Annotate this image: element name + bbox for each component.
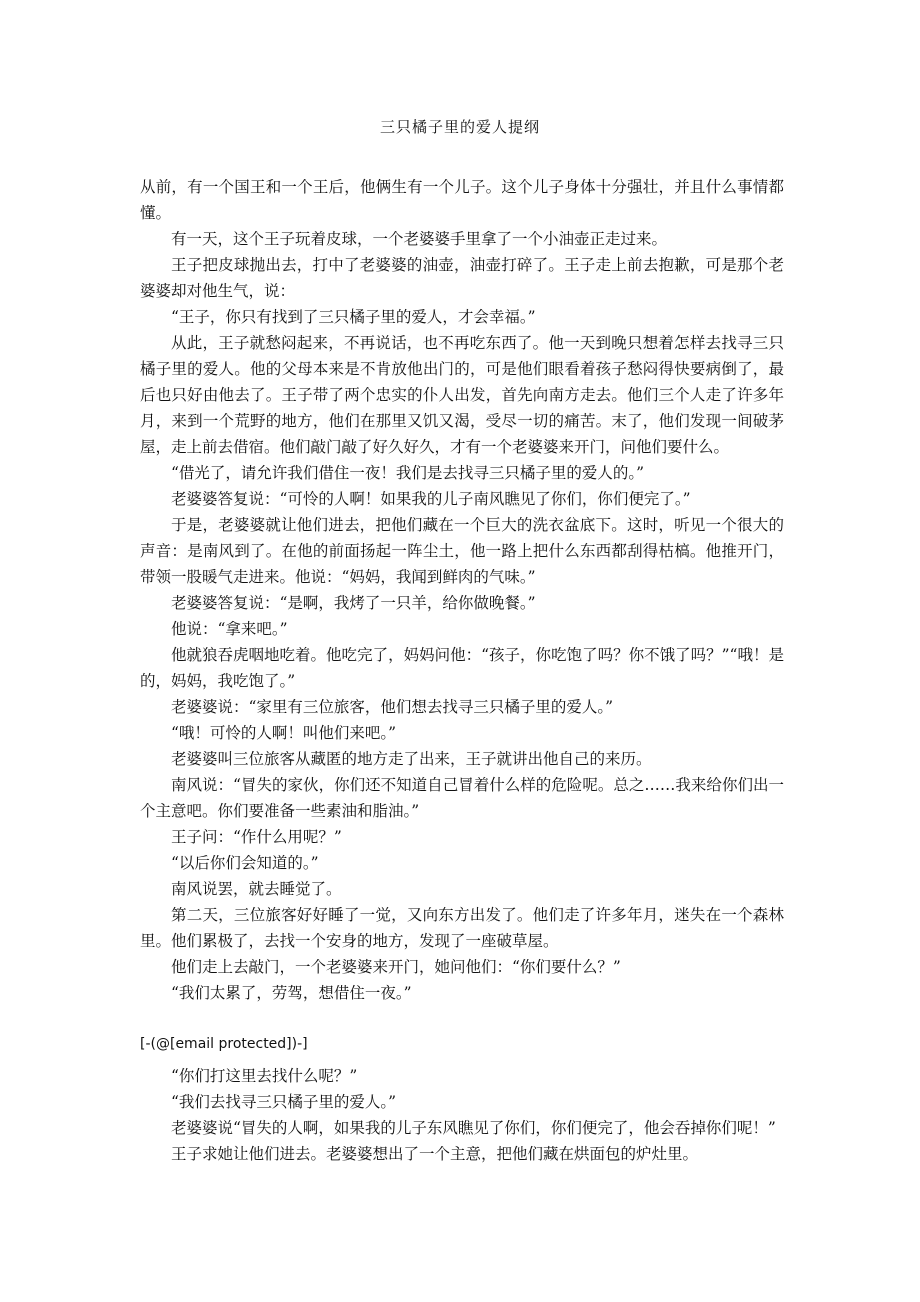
paragraph: 他说：“拿来吧。” [171, 620, 288, 638]
paragraph: 南风说：“冒失的家伙，你们还不知道自己冒着什么样的危险呢。总之……我来给你们出一个主意吧。你们要准备一些素油和脂油。” [140, 776, 784, 820]
paragraph: “借光了，请允许我们借住一夜！我们是去找寻三只橘子里的爱人的。” [171, 464, 645, 482]
paragraph: 于是，老婆婆就让他们进去，把他们藏在一个巨大的洗衣盆底下。这时，听见一个很大的声音：是南风到了。在他的前面扬起一阵尘土，他一路上把什么东西都刮得枯槁。他推开门，带领一股暖气走进来。他说：“妈妈，我闻到鲜肉的气味。” [140, 516, 784, 586]
paragraph: 老婆婆说：“家里有三位旅客，他们想去找寻三只橘子里的爱人。” [171, 698, 614, 716]
paragraph: 王子问：“作什么用呢？” [171, 828, 342, 846]
paragraph: 南风说罢，就去睡觉了。 [171, 880, 342, 898]
paragraph: 王子把皮球抛出去，打中了老婆婆的油壶，油壶打碎了。王子走上前去抱歉，可是那个老婆婆却对他生气，说： [140, 256, 784, 300]
protected-email-marker[interactable]: [-(@[email protected])-] [140, 1036, 308, 1052]
paragraph: “以后你们会知道的。” [171, 854, 319, 872]
paragraph: “你们打这里去找什么呢？” [171, 1067, 358, 1085]
paragraph: 从前，有一个国王和一个王后，他俩生有一个儿子。这个儿子身体十分强壮，并且什么事情都懂。 [140, 178, 784, 222]
paragraph: 他们走上去敲门，一个老婆婆来开门，她问他们：“你们要什么？” [171, 958, 621, 976]
body-part-1 [140, 174, 784, 1006]
paragraph: 老婆婆说“冒失的人啊，如果我的儿子东风瞧见了你们，你们便完了，他会吞掉你们呢！” [171, 1119, 776, 1137]
paragraph: “王子，你只有找到了三只橘子里的爱人，才会幸福。” [171, 308, 536, 326]
document-title: 三只橘子里的爱人提纲 [379, 118, 540, 136]
body-part-2 [140, 1063, 784, 1167]
paragraph: “哦！可怜的人啊！叫他们来吧。” [171, 724, 397, 742]
paragraph: 老婆婆答复说：“是啊，我烤了一只羊，给你做晚餐。” [171, 594, 536, 612]
paragraph: 老婆婆叫三位旅客从藏匿的地方走了出来，王子就讲出他自己的来历。 [171, 750, 652, 768]
paragraph: 第二天，三位旅客好好睡了一觉，又向东方出发了。他们走了许多年月，迷失在一个森林里。他们累极了，去找一个安身的地方，发现了一座破草屋。 [140, 906, 784, 950]
paragraph: 他就狼吞虎咽地吃着。他吃完了，妈妈问他：“孩子，你吃饱了吗？你不饿了吗？”“哦！是的，妈妈，我吃饱了。” [140, 646, 784, 690]
paragraph: “我们去找寻三只橘子里的爱人。” [171, 1093, 397, 1111]
paragraph: 有一天，这个王子玩着皮球，一个老婆婆手里拿了一个小油壶正走过来。 [171, 230, 668, 248]
paragraph: “我们太累了，劳驾，想借住一夜。” [171, 984, 412, 1002]
paragraph: 从此，王子就愁闷起来，不再说话，也不再吃东西了。他一天到晚只想着怎样去找寻三只橘子里的爱人。他的父母本来是不肯放他出门的，可是他们眼看着孩子愁闷得快要病倒了，最后也只好由他去了。王子带了两个忠实的仆人出发，首先向南方走去。他们三个人走了许多年月，来到一个荒野的地方，他们在那里又饥又渴，受尽一切的痛苦。末了，他们发现一间破茅屋，走上前去借宿。他们敲门敲了好久好久，才有一个老婆婆来开门，问他们要什么。 [140, 334, 784, 456]
paragraph: 老婆婆答复说：“可怜的人啊！如果我的儿子南风瞧见了你们，你们便完了。” [171, 490, 691, 508]
paragraph: 王子求她让他们进去。老婆婆想出了一个主意，把他们藏在烘面包的炉灶里。 [171, 1145, 699, 1163]
